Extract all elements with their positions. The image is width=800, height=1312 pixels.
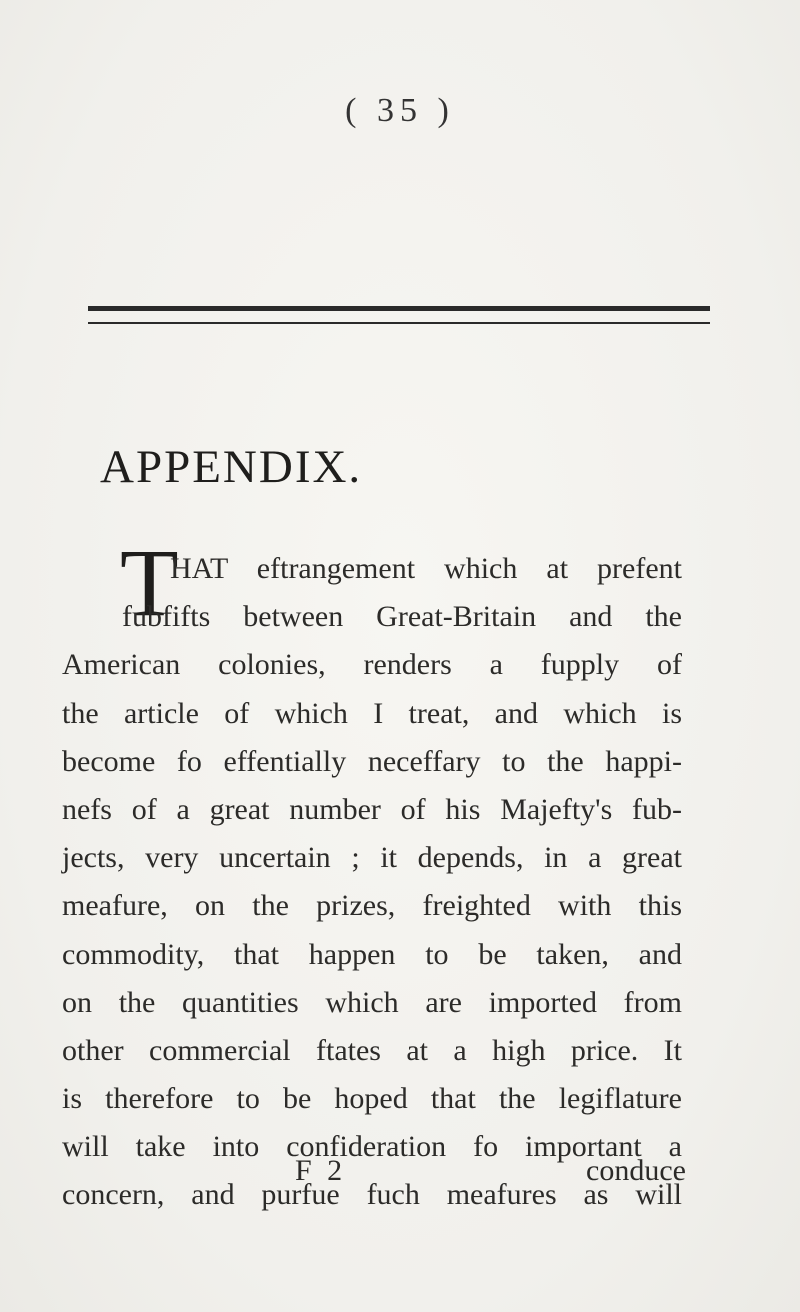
catchword: conduce (586, 1154, 686, 1187)
header-rule-thin (88, 322, 710, 324)
text-line: meafure, on the prizes, freighted with this (62, 889, 682, 923)
text-line: concern, and purfue fuch meafures as will (62, 1178, 682, 1212)
body-text (62, 545, 682, 1220)
text-line: HAT eftrangement which at prefent (170, 552, 682, 585)
text-line: commodity, that happen to be taken, and (62, 937, 682, 971)
text-line: other commercial ftates at a high price. It (62, 1033, 682, 1067)
signature-mark: F 2 (295, 1154, 347, 1187)
text-line: on the quantities which are imported from (62, 985, 682, 1019)
text-line: become fo effentially neceffary to the happi- (62, 744, 682, 778)
text-line: is therefore to be hoped that the legiflature (62, 1082, 682, 1116)
text-line: the article of which I treat, and which is (62, 696, 682, 730)
text-line: nefs of a great number of his Majefty's fub- (62, 792, 682, 826)
drop-cap: T (120, 529, 179, 636)
text-line: jects, very uncertain ; it depends, in a great (62, 841, 682, 875)
text-line: American colonies, renders a fupply of (62, 648, 682, 682)
page-number: ( 35 ) (345, 92, 455, 129)
appendix-heading: APPENDIX. (100, 441, 363, 493)
header-rule-thick (88, 306, 710, 311)
text-line: will take into confideration fo important a (62, 1130, 682, 1164)
text-line: fubfifts between Great-Britain and the (122, 600, 682, 634)
